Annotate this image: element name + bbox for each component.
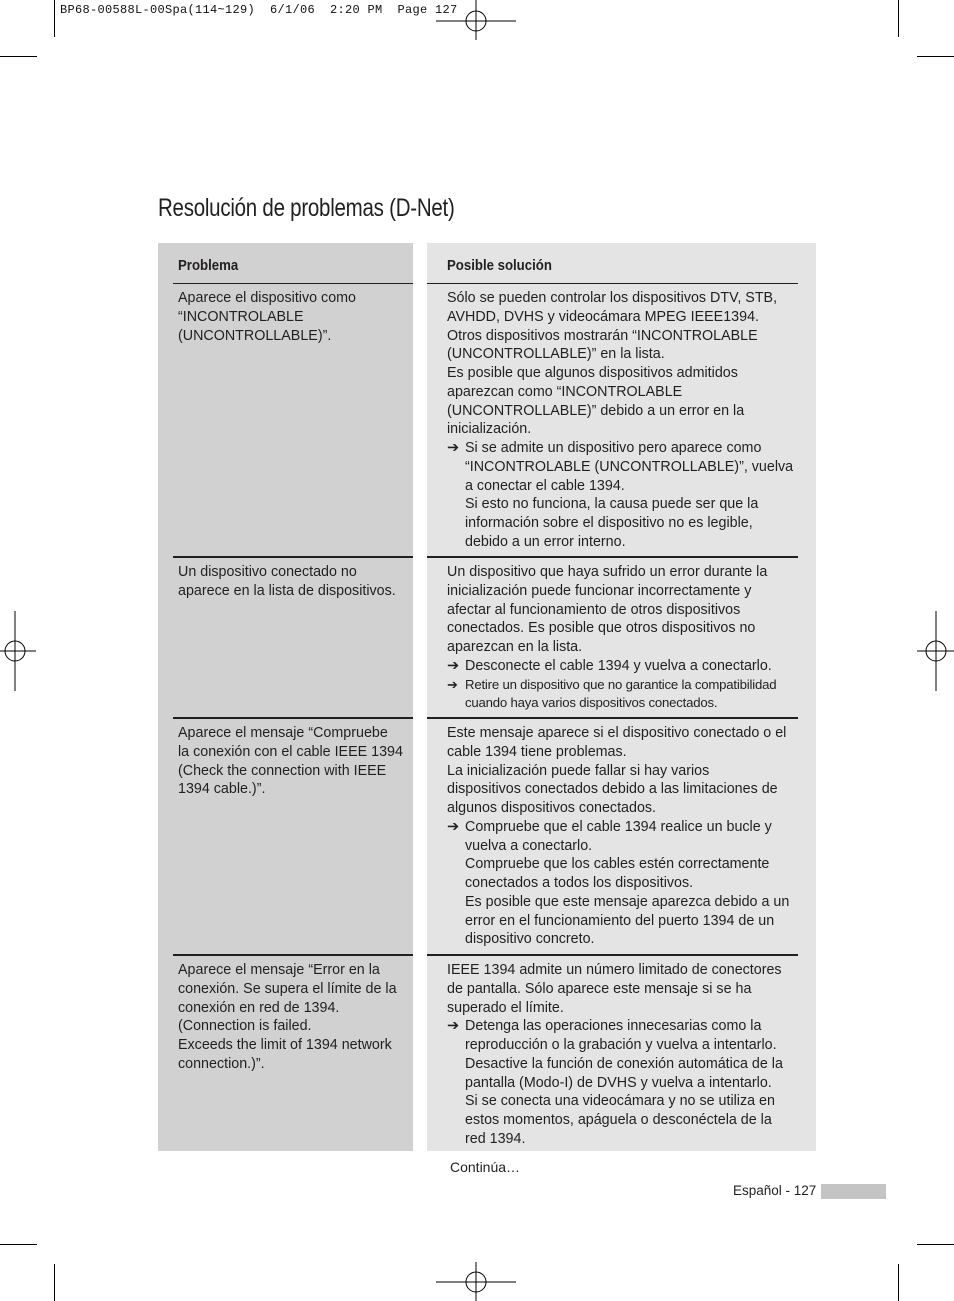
solution-bullet: ➔ Compruebe que el cable 1394 realice un bucle y vuelva a conectarlo. Compruebe que los cables estén correctamente conectados a todos los dispositivos. Es posible que este mensaje aparezca debido a un error en el funcionamiento del puerto 1394 de un dispositivo concreto. [447,818,790,948]
row-divider [427,556,798,558]
arrow-icon: ➔ [447,440,459,456]
problem-cell: Aparece el dispositivo como “INCONTROLABLE (UNCONTROLLABLE)”. [178,290,357,344]
row-divider [427,954,798,956]
printer-slug: BP68-00588L-00Spa(114~129) 6/1/06 2:20 PM Page 127 [60,3,458,17]
page-number: Español - 127 [733,1183,817,1198]
row-divider [173,717,413,719]
arrow-icon: ➔ [447,657,459,674]
arrow-icon: ➔ [447,1018,459,1035]
arrow-icon: ➔ [447,818,459,835]
problem-cell: Aparece el mensaje “Error en la conexión. Se supera el límite de la conexión en red de 1394. (Connection is failed. Exceeds the limit of 1394 network connection.)”. [178,962,397,1072]
header-rule-left [173,283,413,284]
solution-bullet: ➔ Si se admite un dispositivo pero aparece como “INCONTROLABLE (UNCONTROLLABLE)”, vuelva a conectar el cable 1394. Si esto no funciona, la causa puede ser que la información sobre el dispositivo no es legible, debido a un error interno. [447,440,794,550]
solution-bullet: ➔ Desconecte el cable 1394 y vuelva a conectarlo. [447,657,772,674]
row-divider [427,717,798,719]
problem-header: Problema [178,257,239,274]
solution-bullet: ➔ Detenga las operaciones innecesarias como la reproducción o la grabación y vuelva a intentarlo. Desactive la función de conexión automática de la pantalla (Modo-I) de DVHS y vuelva a intentarlo. Si se conecta una videocámara y no se utiliza en estos momentos, apáguela o desconéctela de la red 1394. [447,1018,783,1147]
registration-mark-top [436,0,516,40]
row-divider [173,954,413,956]
solution-cell: IEEE 1394 admite un número limitado de conectores de pantalla. Sólo aparece este mensaje si se ha superado el límite. ➔ Detenga las operaciones innecesarias como la reproducción o la grabación y vuelva a intentarlo. Desactive la función de conexión automática de la pantalla (Modo-I) de DVHS y vuelva a intentarlo. Si se conecta una videocámara y no se utiliza en estos momentos, apáguela o desconéctela de la red 1394. [447,961,809,1149]
page-title: Resolución de problemas (D-Net) [158,194,455,222]
row-divider [173,556,413,558]
solution-cell: Este mensaje aparece si el dispositivo conectado o el cable 1394 tiene problemas. La inicialización puede fallar si hay varios dispositivos conectados debido a las limitaciones de algunos dispositivos conectados. ➔ Compruebe que el cable 1394 realice un bucle y vuelva a conectarlo. Compruebe que los cables estén correctamente conectados a todos los dispositivos. Es posible que este mensaje aparezca debido a un error en el funcionamiento del puerto 1394 de un dispositivo concreto. [447,724,809,949]
registration-mark-bottom [436,1262,516,1301]
solution-header: Posible solución [447,257,552,274]
registration-mark-left [0,611,36,691]
page-tab-bar [821,1184,886,1199]
arrow-icon: ➔ [447,676,458,692]
continues-note: Continúa… [450,1159,521,1175]
problem-cell: Aparece el mensaje “Compruebe la conexión con el cable IEEE 1394 (Check the connection with IEEE 1394 cable.)”. [178,725,403,798]
solution-cell: Sólo se pueden controlar los dispositivos DTV, STB, AVHDD, DVHS y videocámara MPEG IEEE1394. Otros dispositivos mostrarán “INCONTROLABLE (UNCONTROLLABLE)” en la lista. Es posible que algunos dispositivos admitidos aparezcan como “INCONTROLABLE (UNCONTROLLABLE)” debido a un error en la inicialización. ➔ Si se admite un dispositivo pero aparece como “INCONTROLABLE (UNCONTROLLABLE)”, vuelva a conectar el cable 1394. Si esto no funciona, la causa puede ser que la información sobre el dispositivo no es legible, debido a un error interno. [447,289,809,552]
problem-cell: Un dispositivo conectado no aparece en la lista de dispositivos. [178,564,396,599]
solution-cell: Un dispositivo que haya sufrido un error durante la inicialización puede funcionar incorrectamente y afectar al funcionamiento de otros dispositivos conectados. Es posible que otros dispositivos no aparezcan en la lista. ➔ Desconecte el cable 1394 y vuelva a conectarlo. ➔ Retire un dispositivo que no garantice la compatibilidad cuando haya varios dispositivos conectados. [447,563,809,713]
solution-bullet: ➔ Retire un dispositivo que no garantice la compatibilidad cuando haya varios dispositivos conectados. [447,676,777,711]
header-rule-right [427,283,798,284]
registration-mark-right [917,611,954,691]
